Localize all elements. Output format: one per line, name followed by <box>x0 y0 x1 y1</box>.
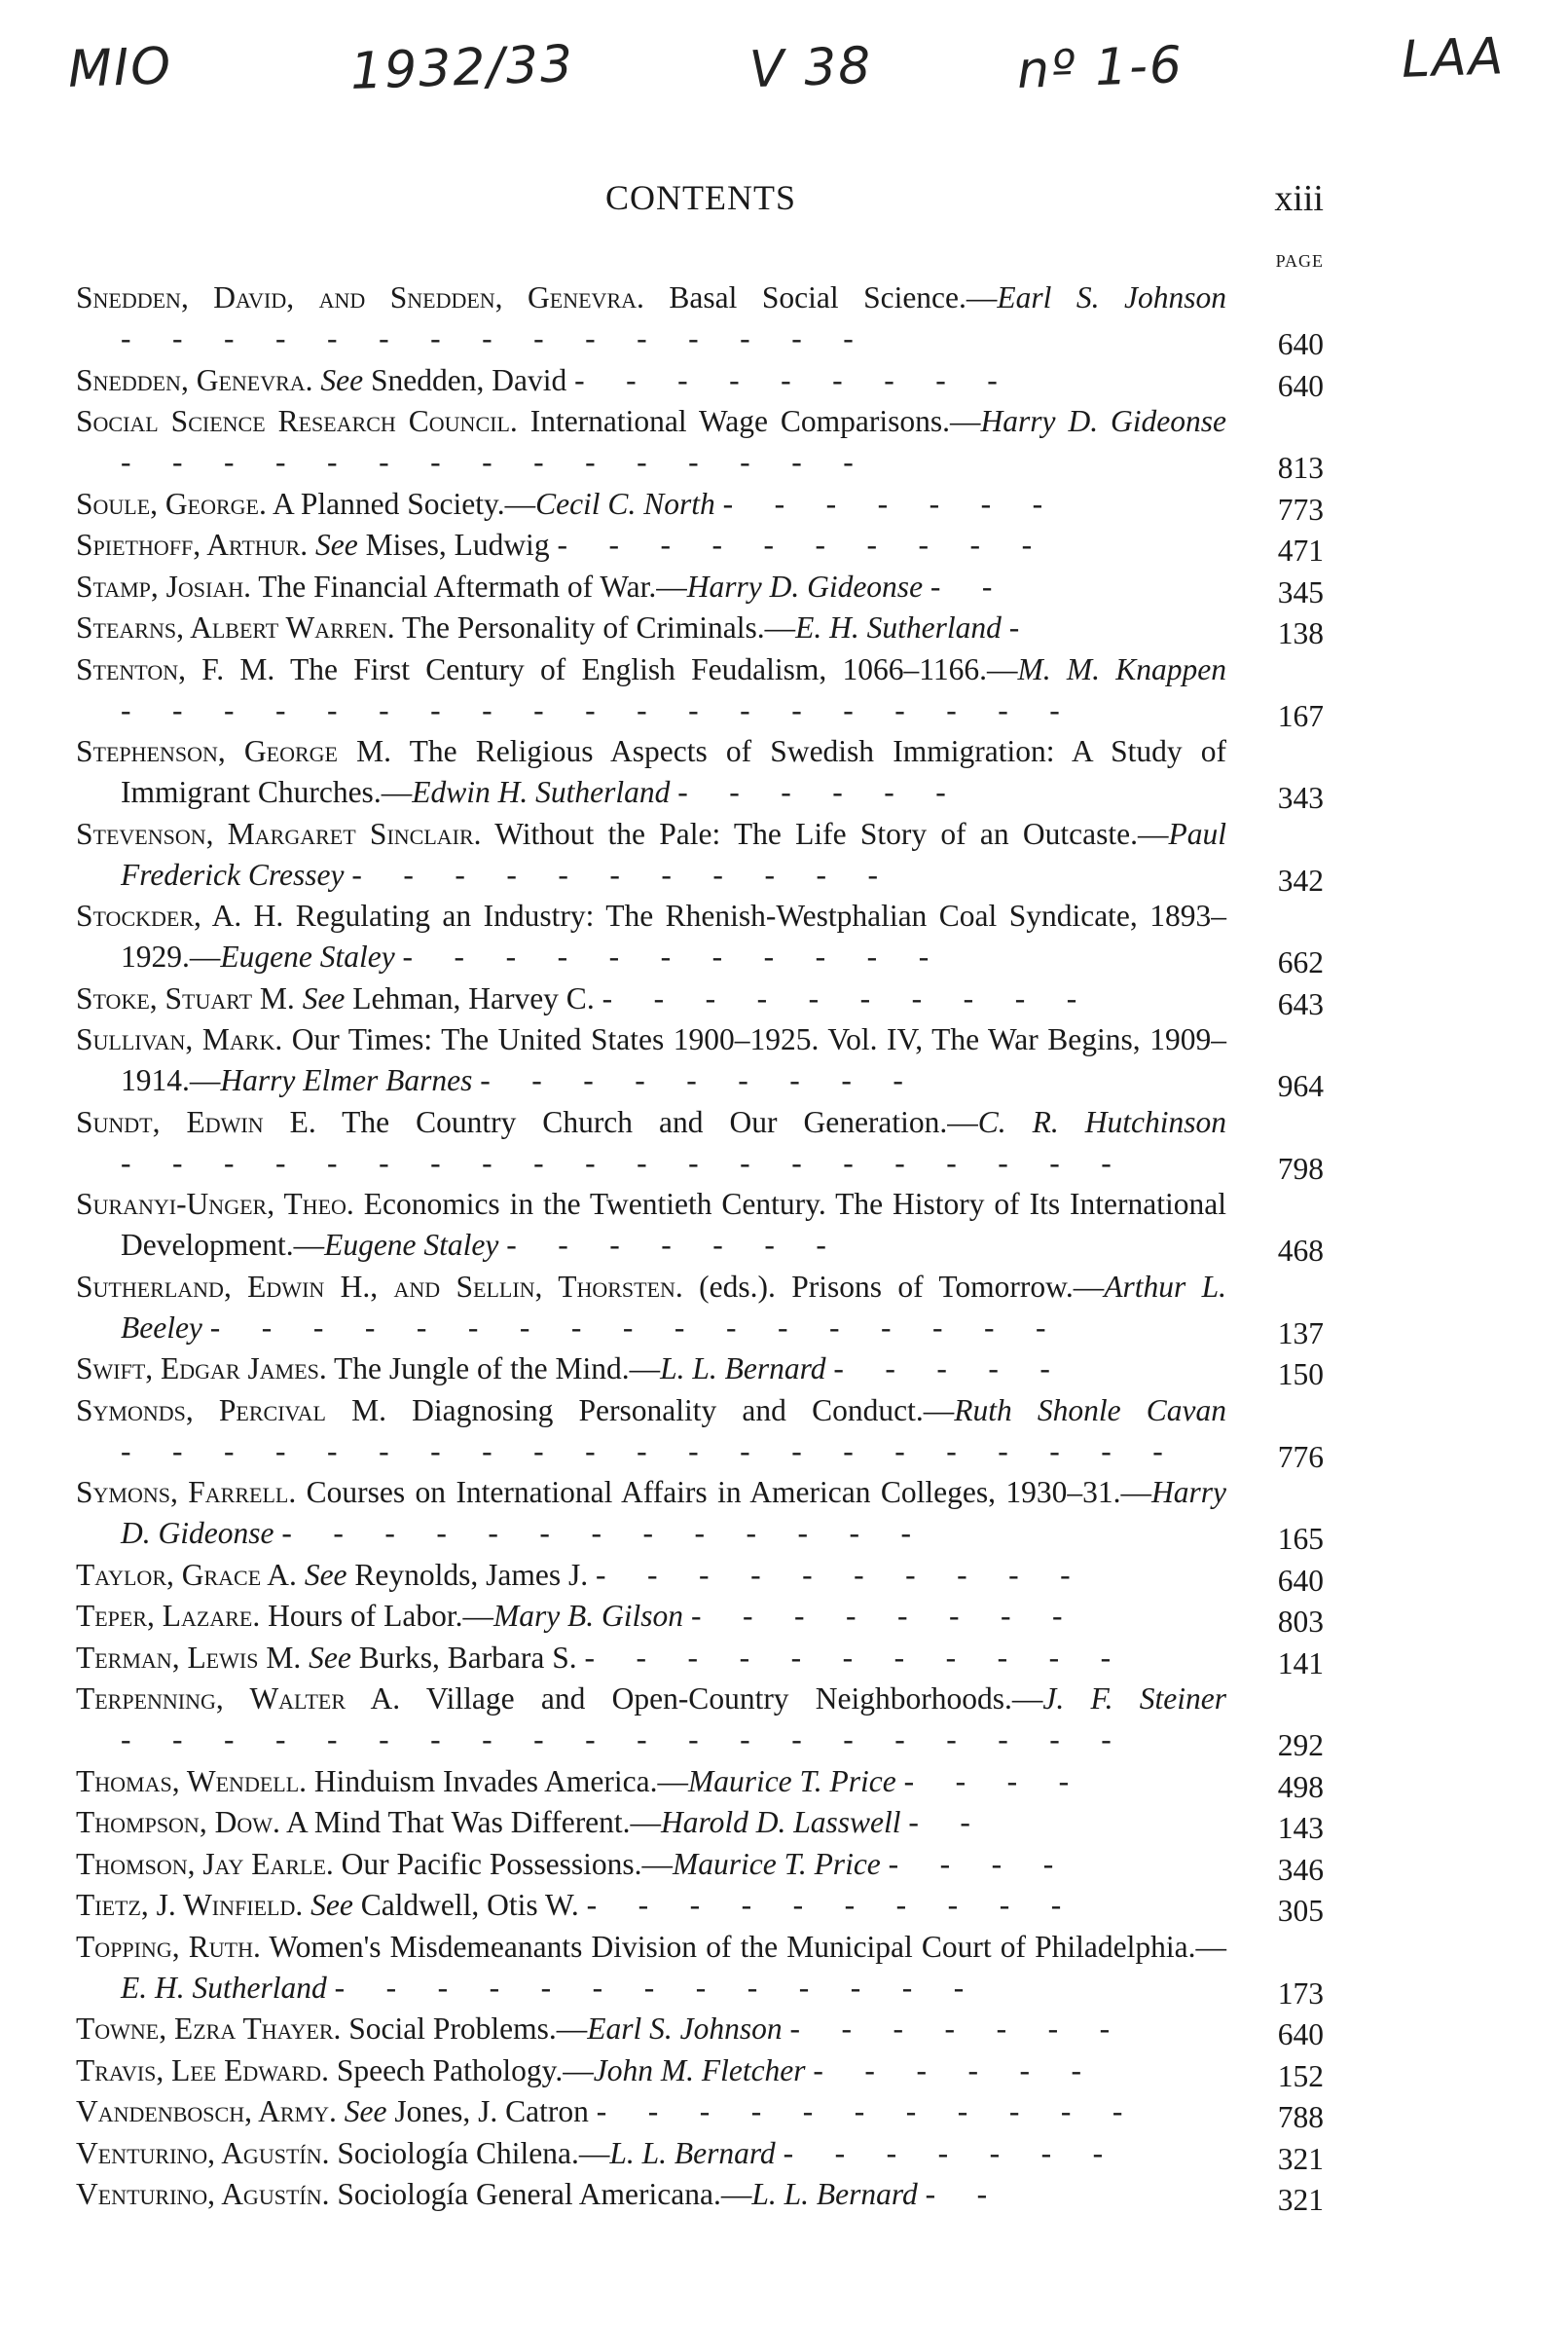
entry-title: Our Times: The United States 1900–1925. Vol. IV, The War Begins, 1909–1914.— <box>121 1022 1226 1097</box>
entry-cross-reference: Burks, Barbara S. <box>350 1640 577 1675</box>
entry-leader: - - - - - - - - - - - - - <box>281 1516 929 1550</box>
entry-author: Snedden, Genevra. <box>76 362 313 397</box>
entry-text <box>76 608 1226 648</box>
entry-see-reference: See <box>336 2094 387 2128</box>
entry-reviewer: Paul Frederick Cressey <box>121 816 1227 892</box>
entry-reviewer: John M. Fletcher <box>593 2052 806 2087</box>
contents-entry <box>76 525 1324 566</box>
entry-reviewer: E. H. Sutherland <box>795 610 1002 645</box>
entry-page-number: 167 <box>1277 698 1324 733</box>
entry-text <box>76 896 1226 978</box>
entry-title: The First Century of English Feudalism, 1066–1166.— <box>274 651 1018 686</box>
entry-reviewer: L. L. Bernard <box>660 1351 826 1385</box>
entry-leader: - - - - - - - - - - - - - <box>334 1970 981 2005</box>
entry-text <box>76 1927 1226 2009</box>
entry-reviewer: Harry D. Gideonse <box>686 569 924 604</box>
entry-cross-reference: Snedden, David <box>363 362 567 397</box>
entry-text <box>76 1019 1226 1101</box>
entry-title: Our Pacific Possessions.— <box>333 1846 674 1881</box>
contents-entry <box>76 1184 1324 1266</box>
entry-page-number: 173 <box>1277 1975 1324 2011</box>
contents-entry <box>76 1348 1324 1389</box>
entry-page-number: 305 <box>1277 1894 1324 1928</box>
entry-leader: - - - - - - - - <box>690 1599 1079 1633</box>
entry-page-number: 292 <box>1277 1728 1324 1762</box>
entry-leader: - - - - - - - - - - - - - - - - - - - - <box>121 1145 1129 1180</box>
contents-entry <box>76 2009 1324 2049</box>
contents-entry <box>76 1019 1324 1101</box>
entry-title: Regulating an Industry: The Rhenish-Westphalian Coal Syndicate, 1893–1929.— <box>121 899 1226 974</box>
entry-leader: - - - - - - - - - - <box>557 528 1049 562</box>
contents-entry <box>76 1472 1324 1554</box>
contents-entry <box>76 1102 1324 1184</box>
entry-page-number: 346 <box>1277 1852 1324 1887</box>
entry-reviewer: Eugene Staley <box>324 1228 499 1262</box>
entry-text <box>76 1638 1226 1679</box>
entry-page-number: 150 <box>1277 1357 1324 1391</box>
entry-author: Stearns, Albert Warren. <box>76 610 395 645</box>
entry-page-number: 143 <box>1277 1811 1324 1845</box>
entry-title: (eds.). Prisons of Tomorrow.— <box>682 1269 1105 1304</box>
entry-leader: - - - - - - - - - - - <box>351 857 895 892</box>
entry-text <box>76 1761 1226 1802</box>
entry-page-number: 342 <box>1277 863 1324 898</box>
entry-author: Taylor, Grace A. <box>76 1557 297 1592</box>
entry-page-number: 640 <box>1277 368 1324 403</box>
entry-leader: - - - - - - - - - - - - - - - <box>121 321 871 355</box>
entry-page-number: 640 <box>1277 2017 1324 2051</box>
contents-entry <box>76 1679 1324 1760</box>
entry-page-number: 788 <box>1277 2100 1324 2134</box>
entry-text <box>76 731 1226 813</box>
entry-page-number: 468 <box>1277 1234 1324 1268</box>
entry-text <box>76 1267 1226 1348</box>
entry-title: The Personality of Criminals.— <box>394 610 796 645</box>
entry-page-number: 152 <box>1277 2058 1324 2093</box>
entry-cross-reference: Caldwell, Otis W. <box>352 1888 579 1922</box>
entry-page-number: 165 <box>1277 1522 1324 1556</box>
contents-entry <box>76 1802 1324 1843</box>
entry-author: Stamp, Josiah. <box>76 569 251 604</box>
entry-text <box>76 484 1226 525</box>
entry-cross-reference: Mises, Ludwig <box>357 528 550 562</box>
entry-page-number: 813 <box>1277 451 1324 485</box>
contents-entry <box>76 360 1324 401</box>
entry-leader: - - - - - - - - - <box>480 1063 921 1097</box>
contents-entry <box>76 1761 1324 1802</box>
entry-author: Stenton, F. M. <box>76 651 275 686</box>
entry-text <box>76 649 1226 731</box>
entry-page-number: 964 <box>1277 1069 1324 1103</box>
entry-title: The Jungle of the Mind.— <box>326 1351 661 1385</box>
entry-reviewer: Cecil C. North <box>535 486 715 521</box>
contents-entry <box>76 649 1324 731</box>
entry-title: Economics in the Twentieth Century. The History of Its International Development.— <box>121 1187 1226 1262</box>
entry-reviewer: Mary B. Gilson <box>492 1599 684 1633</box>
entry-author: Towne, Ezra Thayer. <box>76 2011 342 2046</box>
entry-page-number: 343 <box>1277 781 1324 815</box>
entry-reviewer: Harry Elmer Barnes <box>220 1063 473 1097</box>
entry-leader: - - - - - - - <box>783 2135 1120 2170</box>
handwritten-note-numbers: nº 1-6 <box>1016 36 1185 100</box>
entry-author: Stephenson, George M. <box>76 734 392 768</box>
entry-page-number: 773 <box>1277 492 1324 527</box>
entry-author: Snedden, David, and Snedden, Genevra. <box>76 280 644 314</box>
entry-leader: - - - - - - - - - - - - - - - <box>121 445 871 479</box>
contents-entry <box>76 608 1324 648</box>
entry-page-number: 798 <box>1277 1151 1324 1186</box>
contents-entry <box>76 1555 1324 1596</box>
entry-leader: - - - - - - - - - - - - - - - - - <box>209 1310 1063 1345</box>
entry-page-number: 345 <box>1277 574 1324 609</box>
entry-reviewer: Ruth Shonle Cavan <box>954 1392 1226 1427</box>
entry-page-number: 138 <box>1277 616 1324 650</box>
entry-text <box>76 1184 1226 1266</box>
entry-see-reference: See <box>296 1557 347 1592</box>
contents-list <box>76 277 1324 2216</box>
entry-leader: - <box>1008 610 1037 645</box>
entry-leader: - - <box>925 2177 1004 2211</box>
entry-author: Stevenson, Margaret Sinclair. <box>76 816 482 851</box>
contents-entry <box>76 2091 1324 2132</box>
entry-author: Thompson, Dow. <box>76 1805 280 1839</box>
entry-reviewer: Maurice T. Price <box>687 1763 896 1798</box>
entry-text <box>76 1102 1226 1184</box>
contents-entry <box>76 1885 1324 1926</box>
entry-title: The Financial Aftermath of War.— <box>251 569 687 604</box>
contents-entry <box>76 814 1324 896</box>
contents-entry <box>76 401 1324 483</box>
entry-page-number: 321 <box>1277 2141 1324 2176</box>
entry-author: Swift, Edgar James. <box>76 1351 327 1385</box>
entry-title: A Planned Society.— <box>266 486 536 521</box>
page-column-label: PAGE <box>1275 251 1324 271</box>
contents-entry <box>76 1596 1324 1637</box>
entry-author: Soule, George. <box>76 486 267 521</box>
entry-title: The Religious Aspects of Swedish Immigration: A Study of Immigrant Churches.— <box>121 734 1226 809</box>
contents-entry <box>76 1638 1324 1679</box>
entry-reviewer: Earl S. Johnson <box>587 2011 783 2046</box>
entry-author: Terpenning, Walter A. <box>76 1681 401 1716</box>
contents-entry <box>76 484 1324 525</box>
contents-entry <box>76 1267 1324 1348</box>
entry-reviewer: Arthur L. Beeley <box>121 1269 1226 1345</box>
entry-leader: - - - - <box>888 1846 1071 1881</box>
entry-author: Teper, Lazare. <box>76 1599 261 1633</box>
entry-text <box>76 2133 1226 2174</box>
entry-title: Courses on International Affairs in American Colleges, 1930–31.— <box>296 1475 1151 1509</box>
entry-author: Thomas, Wendell. <box>76 1763 308 1798</box>
entry-reviewer: Harold D. Lasswell <box>661 1805 901 1839</box>
entry-reviewer: Edwin H. Sutherland <box>412 775 671 809</box>
entry-author: Symons, Farrell. <box>76 1475 297 1509</box>
entry-title: Hours of Labor.— <box>260 1599 493 1633</box>
entry-text <box>76 1390 1226 1472</box>
entry-leader: - - - - - - - - - - - <box>584 1640 1128 1675</box>
entry-leader: - - - - - - - <box>789 2011 1127 2046</box>
handwritten-note-volume: V 38 <box>748 36 874 100</box>
contents-entry <box>76 896 1324 978</box>
entry-leader: - - - - - - - - - - - - - - - - - - - <box>121 692 1077 727</box>
entry-text <box>76 360 1226 401</box>
contents-entry <box>76 277 1324 359</box>
entry-leader: - - - - - - - - - <box>574 362 1015 397</box>
entry-author: Topping, Ruth. <box>76 1929 261 1964</box>
entry-author: Thomson, Jay Earle. <box>76 1846 334 1881</box>
entry-page-number: 776 <box>1277 1439 1324 1474</box>
entry-see-reference: See <box>294 980 346 1015</box>
entry-text <box>76 277 1226 359</box>
entry-leader: - - - - - - - - - - - <box>402 940 946 974</box>
entry-leader: - - - - - - - - - - <box>602 980 1094 1015</box>
entry-author: Venturino, Agustín. <box>76 2177 330 2211</box>
handwritten-note-laa: LAA <box>1400 27 1507 90</box>
entry-text <box>76 814 1226 896</box>
entry-leader: - - - - - - - <box>722 486 1060 521</box>
entry-leader: - - - - <box>903 1763 1086 1798</box>
entry-leader: - - - - - - - <box>506 1228 844 1262</box>
entry-reviewer: Maurice T. Price <box>673 1846 881 1881</box>
entry-title: The Country Church and Our Generation.— <box>315 1104 978 1139</box>
entry-leader: - - <box>908 1805 988 1839</box>
entry-reviewer: C. R. Hutchinson <box>977 1104 1226 1139</box>
entry-page-number: 640 <box>1277 1563 1324 1598</box>
entry-author: Venturino, Agustín. <box>76 2135 330 2170</box>
entry-author: Spiethoff, Arthur. <box>76 528 309 562</box>
handwritten-note-year: 1932/33 <box>349 35 576 101</box>
entry-reviewer: L. L. Bernard <box>609 2135 776 2170</box>
entry-author: Vandenbosch, Army. <box>76 2094 337 2128</box>
entry-text <box>76 1679 1226 1760</box>
entry-reviewer: Earl S. Johnson <box>997 280 1227 314</box>
entry-author: Sullivan, Mark. <box>76 1022 283 1056</box>
entry-page-number: 471 <box>1277 534 1324 568</box>
entry-leader: - - - - - - - - - - <box>596 1557 1087 1592</box>
contents-entry <box>76 978 1324 1019</box>
entry-page-number: 141 <box>1277 1645 1324 1680</box>
entry-title: Village and Open-Country Neighborhoods.— <box>400 1681 1043 1716</box>
entry-text <box>76 2009 1226 2049</box>
entry-reviewer: Harry D. Gideonse <box>980 404 1226 438</box>
entry-title: Diagnosing Personality and Conduct.— <box>385 1392 955 1427</box>
entry-text <box>76 978 1226 1019</box>
entry-cross-reference: Lehman, Harvey C. <box>345 980 595 1015</box>
entry-author: Stockder, A. H. <box>76 899 284 933</box>
entry-title: International Wage Comparisons.— <box>517 404 981 438</box>
entry-reviewer: J. F. Steiner <box>1042 1681 1227 1716</box>
entry-see-reference: See <box>312 362 364 397</box>
entry-page-number: 321 <box>1277 2183 1324 2217</box>
entry-leader: - - - - - - - - - - - - - - - - - - - - <box>121 1722 1129 1756</box>
entry-author: Sundt, Edwin E. <box>76 1104 316 1139</box>
entry-title: A Mind That Was Different.— <box>279 1805 662 1839</box>
entry-text <box>76 2050 1226 2091</box>
entry-leader: - - - - - - <box>677 775 964 809</box>
entry-title: Sociología General Americana.— <box>329 2177 752 2211</box>
entry-title: Hinduism Invades America.— <box>307 1763 688 1798</box>
entry-reviewer: Harry D. Gideonse <box>121 1475 1226 1550</box>
entry-leader: - - <box>930 569 1009 604</box>
entry-text <box>76 1348 1226 1389</box>
contents-entry <box>76 2174 1324 2215</box>
entry-page-number: 803 <box>1277 1605 1324 1639</box>
contents-entry <box>76 2133 1324 2174</box>
entry-author: Symonds, Percival M. <box>76 1392 386 1427</box>
entry-text <box>76 1802 1226 1843</box>
entry-title: Women's Misdemeanants Division of the Municipal Court of Philadelphia.— <box>260 1929 1226 1964</box>
entry-leader: - - - - - - <box>813 2052 1099 2087</box>
entry-text <box>76 567 1226 608</box>
entry-see-reference: See <box>308 528 358 562</box>
entry-see-reference: See <box>303 1888 353 1922</box>
entry-leader: - - - - - - - - - - - - - - - - - - - - - <box>121 1433 1181 1468</box>
entry-text <box>76 1844 1226 1885</box>
entry-text <box>76 525 1226 566</box>
entry-author: Travis, Lee Edward. <box>76 2052 329 2087</box>
entry-title: Without the Pale: The Life Story of an Outcaste.— <box>481 816 1169 851</box>
entry-text <box>76 2091 1226 2132</box>
entry-leader: - - - - - <box>833 1351 1068 1385</box>
entry-leader: - - - - - - - - - - - <box>596 2094 1140 2128</box>
entry-page-number: 640 <box>1277 327 1324 361</box>
entry-title: Basal Social Science.— <box>643 280 998 314</box>
entry-reviewer: M. M. Knappen <box>1017 651 1226 686</box>
entry-cross-reference: Jones, J. Catron <box>386 2094 589 2128</box>
entry-reviewer: L. L. Bernard <box>751 2177 918 2211</box>
entry-author: Tietz, J. Winfield. <box>76 1888 304 1922</box>
entry-title: Sociología Chilena.— <box>329 2135 610 2170</box>
entry-author: Terman, Lewis M. <box>76 1640 302 1675</box>
entry-author: Social Science Research Council. <box>76 404 518 438</box>
contents-entry <box>76 567 1324 608</box>
entry-title: Speech Pathology.— <box>328 2052 594 2087</box>
entry-author: Stoke, Stuart M. <box>76 980 295 1015</box>
entry-text <box>76 401 1226 483</box>
entry-reviewer: E. H. Sutherland <box>121 1970 327 2005</box>
entry-author: Sutherland, Edwin H., and Sellin, Thorsten. <box>76 1269 683 1304</box>
entry-reviewer: Eugene Staley <box>220 940 395 974</box>
entry-text <box>76 2174 1226 2215</box>
entry-page-number: 662 <box>1277 945 1324 979</box>
page-number: xiii <box>1274 178 1324 219</box>
contents-entry <box>76 1390 1324 1472</box>
entry-text <box>76 1555 1226 1596</box>
contents-entry <box>76 1844 1324 1885</box>
page-title: CONTENTS <box>605 178 796 217</box>
entry-title: Social Problems.— <box>341 2011 588 2046</box>
entry-text <box>76 1885 1226 1926</box>
handwritten-note-mio: MIO <box>66 37 174 99</box>
entry-page-number: 137 <box>1277 1315 1324 1350</box>
entry-leader: - - - - - - - - - - <box>586 1888 1078 1922</box>
entry-page-number: 498 <box>1277 1769 1324 1804</box>
entry-page-number: 643 <box>1277 986 1324 1021</box>
entry-text <box>76 1472 1226 1554</box>
entry-see-reference: See <box>301 1640 351 1675</box>
contents-entry <box>76 1927 1324 2009</box>
contents-entry <box>76 2050 1324 2091</box>
entry-text <box>76 1596 1226 1637</box>
entry-cross-reference: Reynolds, James J. <box>346 1557 589 1592</box>
entry-author: Suranyi-Unger, Theo. <box>76 1187 354 1221</box>
contents-entry <box>76 731 1324 813</box>
